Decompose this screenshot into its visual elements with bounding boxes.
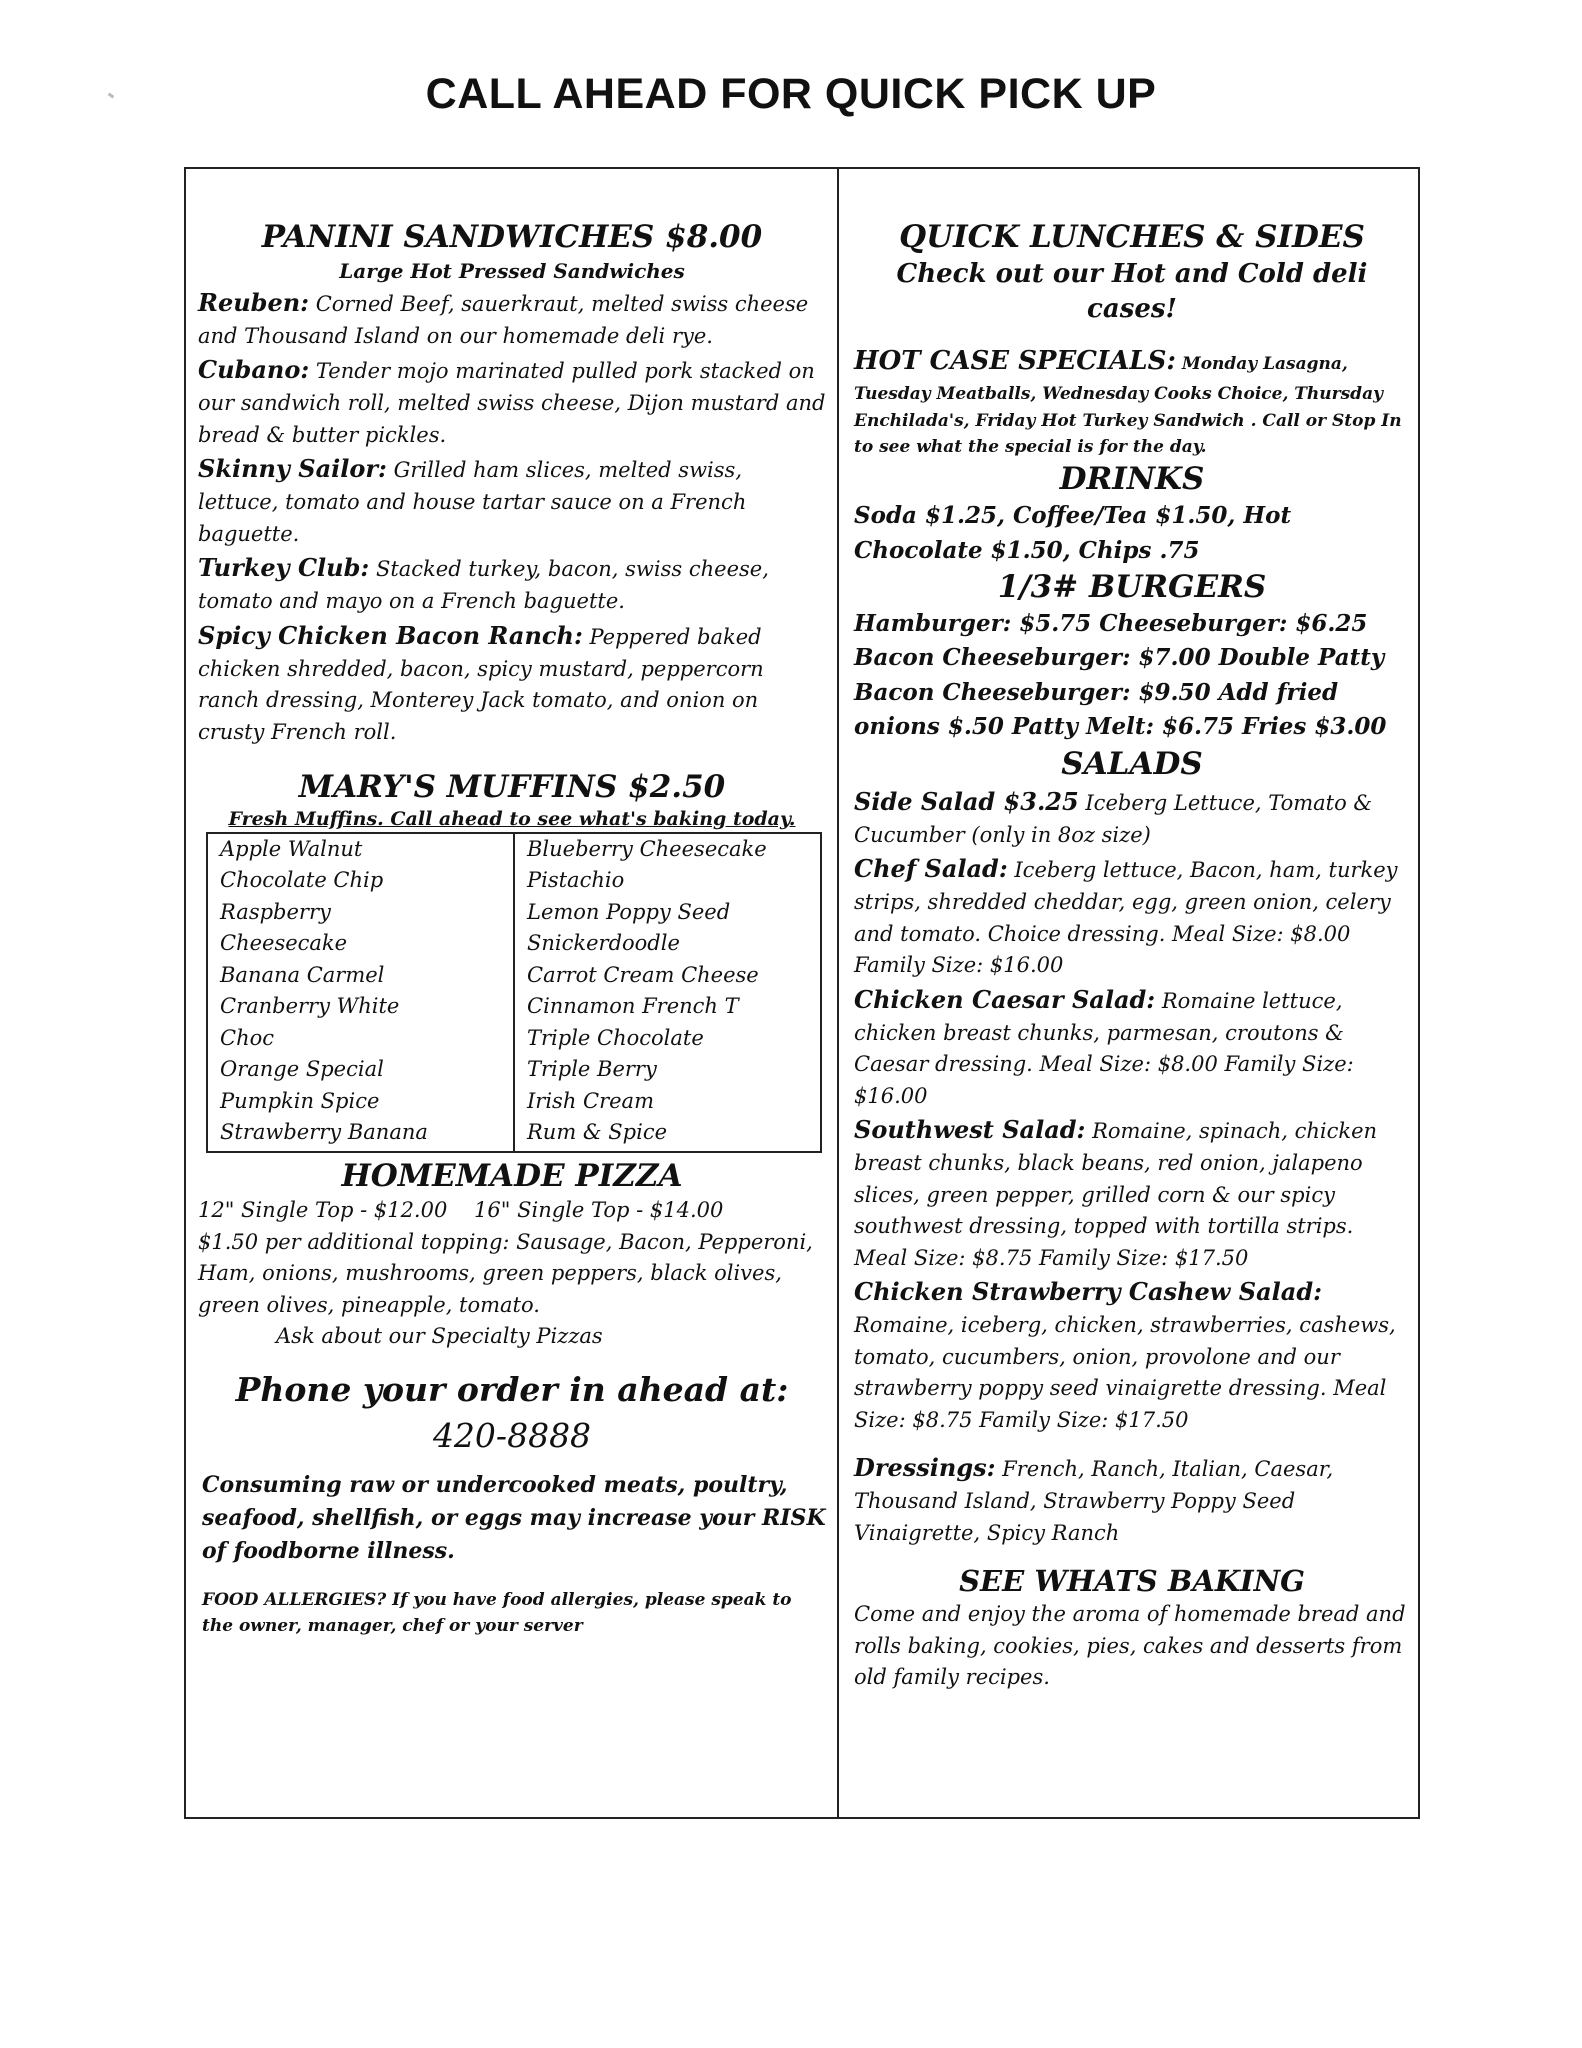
muffin-flavor: Pumpkin Spice [220, 1088, 380, 1113]
allergy-notice: FOOD ALLERGIES? If you have food allergies, please speak to the owner, manager, chef or your server [202, 1590, 792, 1636]
salad-name: Chicken Caesar Salad: [854, 984, 1156, 1014]
muffin-flavor: Snickerdoodle [527, 931, 680, 956]
menu-item-desc: Peppered baked chicken shredded, bacon, spicy mustard, peppercorn ranch dressing, Monterey Jack tomato, and onion on crusty French roll. [198, 624, 764, 744]
baking-heading: SEE WHATS BAKING [959, 1564, 1305, 1599]
muffins-price: $2.50 [628, 769, 726, 806]
salad-desc: Romaine lettuce, chicken breast chunks, parmesan, croutons & Caesar dressing. Meal Size: $8.00 Family Size: $16.00 [854, 988, 1354, 1108]
menu-item [198, 618, 826, 749]
pizza-toppings: $1.50 per additional topping: Sausage, Bacon, Pepperoni, Ham, onions, mushrooms, green peppers, black olives, green olives, pineapple, tomato. [198, 1229, 813, 1317]
food-safety-warning: Consuming raw or undercooked meats, poultry, seafood, shellfish, or eggs may increase your RISK of foodborne illness. [202, 1472, 826, 1565]
muffin-flavor: Blueberry Cheesecake [527, 836, 767, 861]
salads-heading: SALADS [1061, 745, 1203, 782]
muffin-flavor: Orange Special [220, 1057, 384, 1082]
dressings-label: Dressings: [854, 1453, 996, 1483]
salad-name: Side Salad $3.25 [854, 786, 1079, 816]
menu-item-name: Cubano: [198, 355, 310, 385]
column-divider [837, 167, 839, 1819]
muffin-flavor: Pistachio [527, 868, 625, 893]
baking-text: Come and enjoy the aroma of homemade bread and rolls baking, cookies, pies, cakes and desserts from old family recipes. [854, 1602, 1406, 1690]
muffin-flavor: Choc [220, 1025, 274, 1050]
quick-lunches-heading: QUICK LUNCHES & SIDES [899, 219, 1365, 255]
muffin-table [206, 832, 822, 1153]
hot-case-heading: HOT CASE SPECIALS: [854, 345, 1176, 376]
muffin-flavor: Strawberry Banana [220, 1120, 428, 1145]
muffin-flavor: Cinnamon French T [527, 994, 739, 1019]
dressings-text: French, Ranch, Italian, Caesar, Thousand Island, Strawberry Poppy Seed Vinaigrette, Spicy Ranch [854, 1457, 1334, 1545]
muffin-column-right [513, 834, 820, 1151]
page-title: CALL AHEAD FOR QUICK PICK UP [425, 70, 1157, 118]
muffin-column-left [208, 834, 513, 1151]
deli-cases-lead: Check out our Hot and Cold deli cases! [896, 258, 1368, 324]
muffin-flavor: Lemon Poppy Seed [527, 899, 731, 924]
burgers-heading: 1/3# BURGERS [997, 569, 1267, 606]
muffin-flavor: Cheesecake [220, 931, 348, 956]
drinks-text: Soda $1.25, Coffee/Tea $1.50, Hot Chocolate $1.50, Chips .75 [854, 502, 1292, 564]
dressings [854, 1450, 1410, 1549]
salad-name: Chicken Strawberry Cashew Salad: [854, 1277, 1322, 1307]
menu-item-name: Reuben: [198, 287, 310, 317]
muffin-flavor: Cranberry White [220, 994, 400, 1019]
left-column [198, 208, 826, 1639]
muffins-note: Fresh Muffins. Call ahead to see what's baking today. [228, 808, 796, 830]
panini-heading-text: PANINI SANDWICHES [261, 219, 655, 255]
drinks-heading: DRINKS [1059, 461, 1205, 498]
menu-item [198, 352, 826, 451]
muffin-flavor: Triple Berry [527, 1057, 657, 1082]
muffin-flavor: Rum & Spice [527, 1120, 668, 1145]
muffins-heading-text: MARY'S MUFFINS [298, 769, 618, 806]
muffin-flavor: Raspberry [220, 899, 331, 924]
menu-item-desc: Corned Beef, sauerkraut, melted swiss cheese and Thousand Island on our homemade deli rye. [198, 291, 809, 348]
muffin-flavor: Chocolate Chip [220, 868, 384, 893]
salad-name: Chef Salad: [854, 854, 1008, 884]
salad-item [854, 1112, 1410, 1274]
salad-desc: Iceberg Lettuce, Tomato & Cucumber (only in 8oz size) [854, 790, 1373, 847]
menu-item-name: Turkey Club: [198, 553, 370, 583]
salad-name: Southwest Salad: [854, 1115, 1086, 1145]
burgers-text: Hamburger: $5.75 Cheeseburger: $6.25 Bacon Cheeseburger: $7.00 Double Patty Bacon Cheeseburger: $9.50 Add fried onions $.50 Patty Melt: $6.75 Fries $3.00 [854, 609, 1387, 741]
phone-heading: Phone your order in ahead at: [235, 1369, 789, 1409]
menu-item [198, 285, 826, 353]
panini-subtitle: Large Hot Pressed Sandwiches [339, 258, 685, 283]
muffin-flavor: Apple Walnut [220, 836, 363, 861]
muffins-heading [198, 768, 826, 807]
muffin-flavor: Carrot Cream Cheese [527, 962, 759, 987]
pizza-sizes: 12" Single Top - $12.00 16" Single Top - $14.00 [198, 1198, 724, 1223]
hot-case-specials [854, 341, 1410, 460]
pizza-specialty: Ask about our Specialty Pizzas [276, 1324, 603, 1349]
panini-price: $8.00 [665, 219, 763, 255]
menu-item-name: Spicy Chicken Bacon Ranch: [198, 620, 583, 650]
menu-item-name: Skinny Sailor: [198, 454, 387, 484]
muffin-flavor: Irish Cream [527, 1088, 654, 1113]
menu-item-desc: Stacked turkey, bacon, swiss cheese, tomato and mayo on a French baguette. [198, 557, 769, 614]
salad-item [854, 851, 1410, 982]
salad-desc: Iceberg lettuce, Bacon, ham, turkey strips, shredded cheddar, egg, green onion, celery and tomato. Choice dressing. Meal Size: $8.00 Family Size: $16.00 [854, 858, 1398, 978]
menu-item [198, 550, 826, 618]
salad-item [854, 1274, 1410, 1436]
right-column [854, 208, 1410, 1694]
salad-item [854, 982, 1410, 1113]
panini-heading [198, 218, 826, 257]
menu-item [198, 451, 826, 550]
salad-desc: Romaine, spinach, chicken breast chunks, black beans, red onion, jalapeno slices, green pepper, grilled corn & our spicy southwest dressing, topped with tortilla strips. Meal Size: $8.75 Family Size: $17.50 [854, 1119, 1378, 1270]
muffin-flavor: Triple Chocolate [527, 1025, 704, 1050]
muffin-flavor: Banana Carmel [220, 962, 385, 987]
phone-number: 420-8888 [432, 1416, 592, 1456]
hot-case-text: Monday Lasagna, Tuesday Meatballs, Wednesday Cooks Choice, Thursday Enchilada's, Friday Hot Turkey Sandwich . Call or Stop In to see what the special is for the day. [854, 353, 1402, 457]
menu-item-desc: Tender mojo marinated pulled pork stacked on our sandwich roll, melted swiss cheese, Dijon mustard and bread & butter pickles. [198, 359, 826, 447]
salad-item [854, 784, 1410, 852]
pizza-heading: HOMEMADE PIZZA [341, 1157, 683, 1194]
salad-desc: Romaine, iceberg, chicken, strawberries, cashews, tomato, cucumbers, onion, provolone and our strawberry poppy seed vinaigrette dressing. Meal Size: $8.75 Family Size: $17.50 [854, 1313, 1396, 1432]
menu-item-desc: Grilled ham slices, melted swiss, lettuce, tomato and house tartar sauce on a French baguette. [198, 458, 747, 546]
